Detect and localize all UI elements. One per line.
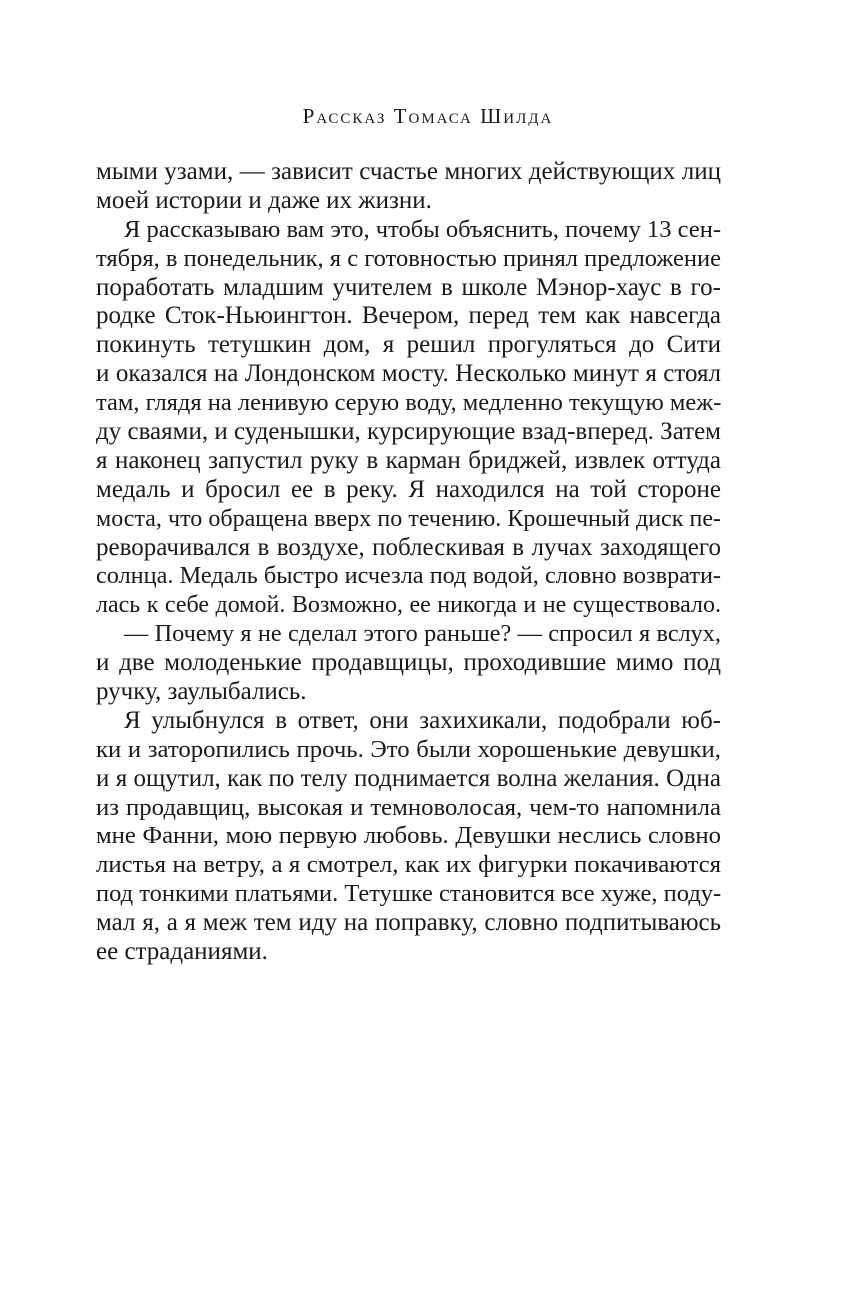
text-line: покинуть тетушкин дом, я решил прогуляться до Сити bbox=[96, 331, 721, 359]
text-line: ки и заторопились прочь. Это были хорошенькие девушки, bbox=[96, 735, 721, 763]
text-line: Я рассказываю вам это, чтобы объяснить, почему 13 сен- bbox=[124, 215, 721, 243]
text-line: и я ощутил, как по телу поднимается волна желания. Одна bbox=[96, 764, 721, 792]
text-line: я наконец запустил руку в карман бриджей, извлек оттуда bbox=[96, 446, 721, 474]
text-line: листья на ветру, а я смотрел, как их фигурки покачиваются bbox=[96, 851, 721, 879]
running-head: Рассказ Томаса Шилда bbox=[302, 104, 554, 128]
text-line: медаль и бросил ее в реку. Я находился на той стороне bbox=[96, 475, 721, 503]
text-line: из продавщиц, высокая и темноволосая, чем-то напомнила bbox=[96, 793, 721, 821]
text-line: солнца. Медаль быстро исчезла под водой, словно возврати- bbox=[96, 562, 721, 590]
text-line: поработать младшим учителем в школе Мэнор-хаус в го- bbox=[96, 273, 721, 301]
text-line: под тонкими платьями. Тетушке становится все хуже, поду- bbox=[96, 880, 722, 908]
text-line: лась к себе домой. Возможно, ее никогда и не существовало. bbox=[96, 592, 721, 619]
text-line: и две молоденькие продавщицы, проходившие мимо под bbox=[96, 649, 721, 677]
text-line: мал я, а я меж тем иду на поправку, словно подпитываюсь bbox=[96, 909, 721, 937]
text-line: — Почему я не сделал этого раньше? — спросил я вслух, bbox=[124, 620, 721, 648]
text-line: ее страданиями. bbox=[96, 938, 268, 966]
text-line: ручку, заулыбались. bbox=[96, 678, 307, 706]
text-line: и оказался на Лондонском мосту. Несколько минут я стоял bbox=[96, 360, 721, 388]
body-text bbox=[96, 158, 721, 967]
text-line: Я улыбнулся в ответ, они захихикали, подобрали юб- bbox=[124, 706, 721, 734]
text-line: моста, что обращена вверх по течению. Крошечный диск пе- bbox=[96, 505, 721, 532]
text-line: мыми узами, — зависит счастье многих действующих лиц bbox=[96, 158, 721, 185]
text-line: тября, в понедельник, я с готовностью принял предложение bbox=[96, 244, 721, 272]
text-line: родке Сток-Ньюингтон. Вечером, перед тем как навсегда bbox=[96, 302, 721, 330]
text-line: мне Фанни, мою первую любовь. Девушки неслись словно bbox=[96, 822, 721, 850]
text-line: моей истории и даже их жизни. bbox=[96, 186, 432, 214]
text-line: реворачивался в воздухе, поблескивая в лучах заходящего bbox=[96, 533, 721, 561]
text-line: ду сваями, и суденышки, курсирующие взад-вперед. Затем bbox=[96, 418, 721, 446]
text-line: там, глядя на ленивую серую воду, медленно текущую меж- bbox=[96, 389, 722, 417]
